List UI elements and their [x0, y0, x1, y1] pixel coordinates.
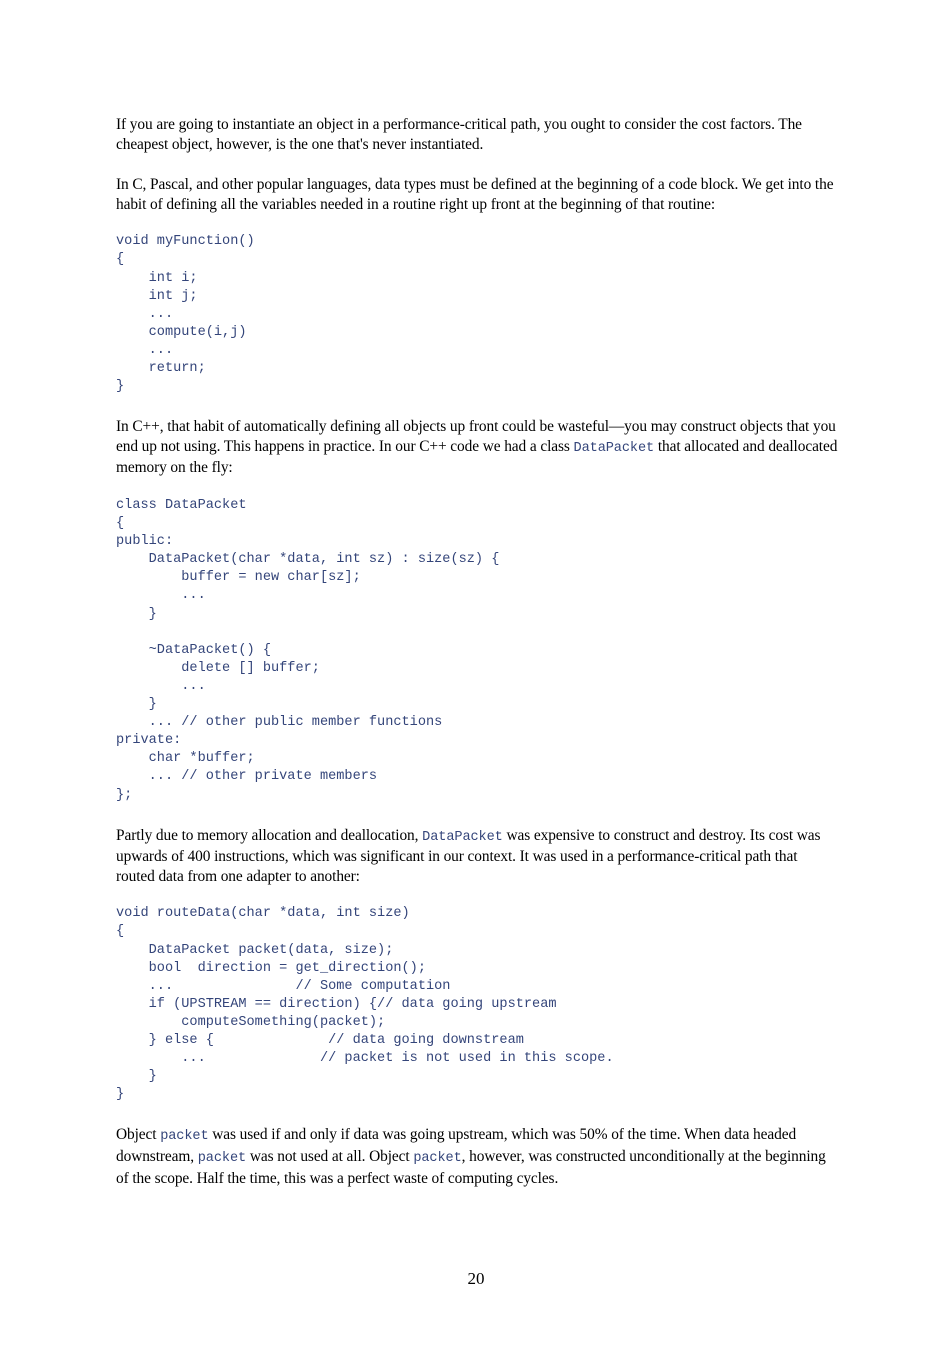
inline-code: DataPacket: [422, 829, 503, 845]
text-run: that allocated and deallocated memory on the fly:: [116, 437, 838, 477]
inline-code: packet: [160, 1129, 209, 1145]
text-run: , however, was constructed unconditionally at the beginning of the scope. Half the time, this was a perfect waste of computing cycles.: [116, 1148, 826, 1187]
text-run: In C++, that habit of automatically defining all objects up front could be wasteful—you may construct objects that you end up not using. This happens in practice. In our C++ code we had a class: [116, 418, 836, 455]
text-run: Object: [116, 1126, 161, 1144]
page-number: 20: [467, 1269, 485, 1288]
data-packet-class-code-block: class DataPacket { public: DataPacket(char *data, int sz) : size(sz) { buffer = new char[sz]; ... } ~DataPacket() { delete [] buffer; ... } ... // other public member functions private: char *buffer; ... // other private members };: [116, 498, 500, 803]
c-pascal-paragraph: In C, Pascal, and other popular languages, data types must be defined at the beginning of a code block. We get into the habit of defining all the variables needed in a routine right up front at the beginning of that routine:: [116, 176, 834, 213]
packet-usage-paragraph: [116, 1125, 838, 1188]
my-function-code-block: void myFunction() { int i; int j; ... compute(i,j) ... return; }: [116, 234, 255, 395]
text-run: was expensive to construct and destroy. Its cost was upwards of 400 instructions, which was significant in our context. It was used in a performance-critical path that routed data from one adapter to another:: [116, 826, 821, 885]
inline-code: DataPacket: [573, 440, 655, 456]
intro-paragraph: If you are going to instantiate an object in a performance-critical path, you ought to consider the cost factors. The cheapest object, however, is the one that's never instantiated.: [116, 116, 802, 153]
page-content: [116, 115, 838, 1188]
route-data-code-block: void routeData(char *data, int size) { DataPacket packet(data, size); bool direction = get_direction(); ... // Some computation if (UPSTREAM == direction) {// data going upstream computeSomething(packet); } else { // data going downstream ... // packet is not used in this scope. } }: [116, 906, 614, 1103]
inline-code: packet: [413, 1151, 462, 1166]
cpp-habit-paragraph: [116, 417, 838, 478]
cost-paragraph: [116, 826, 838, 887]
text-run: Partly due to memory allocation and deallocation,: [116, 826, 423, 844]
text-run: was used if and only if data was going upstream, which was 50% of the time. When data headed downstream,: [116, 1126, 797, 1165]
inline-code: packet: [197, 1151, 247, 1166]
text-run: was not used at all. Object: [246, 1148, 414, 1165]
